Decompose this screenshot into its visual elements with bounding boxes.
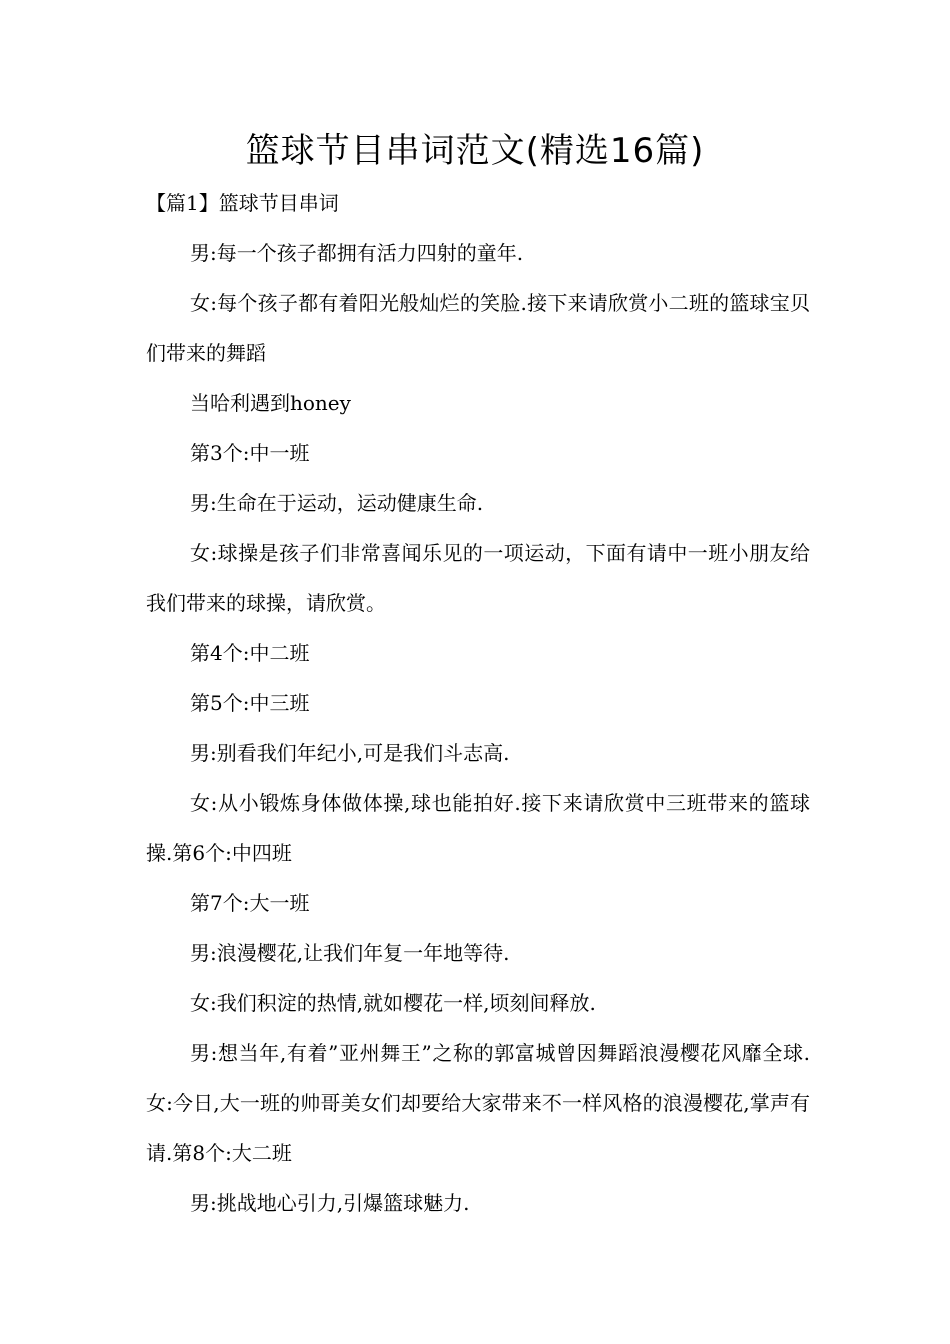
document-title: 篮球节目串词范文(精选16篇) [245,131,705,171]
paragraph: 女:我们积淀的热情,就如樱花一样,顷刻间释放. [190,991,596,1015]
paragraph: 当哈利遇到honey [190,391,351,415]
paragraph: 第7个:大一班 [190,891,310,915]
paragraph: 男:浪漫樱花,让我们年复一年地等待. [190,941,510,965]
paragraph: 女:球操是孩子们非常喜闻乐见的一项运动，下面有请中一班小朋友给我们带来的球操，请欣赏。 [146,541,810,615]
paragraph: 男:每一个孩子都拥有活力四射的童年. [190,241,524,265]
section-heading: 【篇1】篮球节目串词 [146,191,339,215]
paragraph: 女:每个孩子都有着阳光般灿烂的笑脸.接下来请欣赏小二班的篮球宝贝们带来的舞蹈 [146,291,810,365]
paragraph: 第4个:中二班 [190,641,310,665]
paragraph: 男:别看我们年纪小,可是我们斗志高. [190,741,510,765]
document-body [146,178,810,1228]
paragraph: 男:想当年,有着”亚州舞王”之称的郭富城曾因舞蹈浪漫樱花风靡全球.女:今日,大一班的帅哥美女们却要给大家带来不一样风格的浪漫樱花,掌声有请.第8个:大二班 [146,1041,810,1165]
paragraph: 女:从小锻炼身体做体操,球也能拍好.接下来请欣赏中三班带来的篮球操.第6个:中四班 [146,791,810,865]
paragraph: 第5个:中三班 [190,691,310,715]
paragraph: 男:生命在于运动，运动健康生命. [190,491,484,515]
paragraph: 男:挑战地心引力,引爆篮球魅力. [190,1191,470,1215]
paragraph: 第3个:中一班 [190,441,310,465]
